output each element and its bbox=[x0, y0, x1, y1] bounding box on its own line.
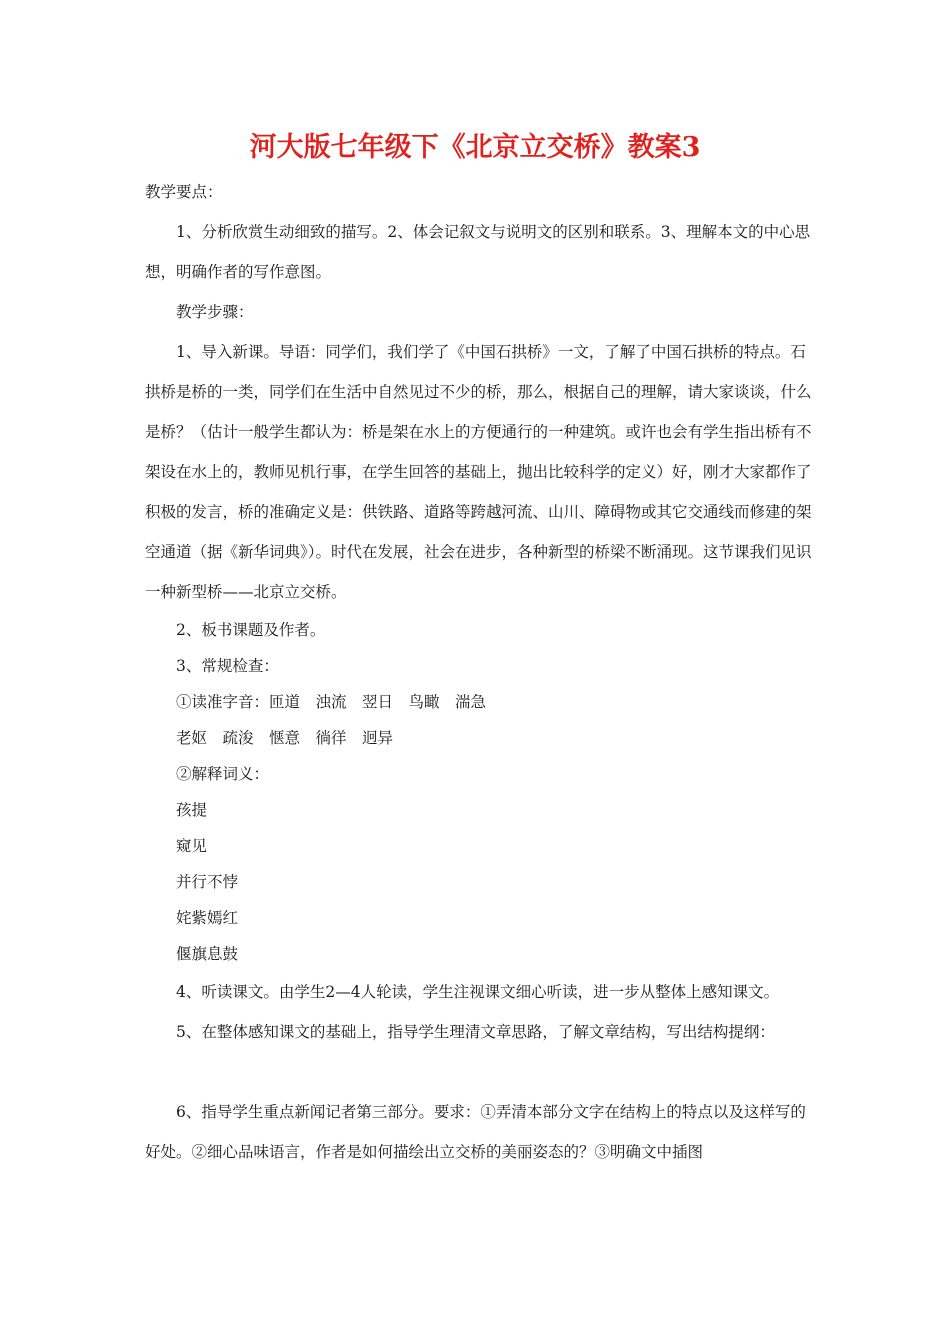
vocab-word: 孩提 bbox=[176, 801, 208, 819]
step-6-paragraph: 6、指导学生重点新闻记者第三部分。要求：①弄清本部分文字在结构上的特点以及这样写的好处。②细心品味语言，作者是如何描绘出立交桥的美丽姿态的？③明确文中插图 bbox=[145, 1103, 806, 1161]
steps-label: 教学步骤： bbox=[176, 303, 254, 321]
explain-words-label: ②解释词义： bbox=[176, 765, 270, 783]
document-title: 河大版七年级下《北京立交桥》教案3 bbox=[249, 132, 701, 163]
vocab-word: 姹紫嫣红 bbox=[176, 909, 239, 927]
vocab-word: 并行不悖 bbox=[176, 873, 239, 891]
teaching-points-paragraph: 1、分析欣赏生动细致的描写。2、体会记叙文与说明文的区别和联系。3、理解本文的中心思想，明确作者的写作意图。 bbox=[145, 223, 811, 281]
step-5-paragraph: 5、在整体感知课文的基础上，指导学生理清文章思路，了解文章结构，写出结构提纲： bbox=[176, 1023, 775, 1041]
vocab-word: 偃旗息鼓 bbox=[176, 945, 239, 963]
step-2-paragraph: 2、板书课题及作者。 bbox=[176, 621, 326, 639]
step-3-paragraph: 3、常规检查： bbox=[176, 657, 279, 675]
pronunciation-line-1: ①读准字音：匝道 浊流 翌日 鸟瞰 湍急 bbox=[176, 693, 487, 711]
blank-space bbox=[145, 1052, 815, 1092]
step-4-paragraph: 4、听读课文。由学生2—4人轮读，学生注视课文细心听读，进一步从整体上感知课文。 bbox=[176, 983, 780, 1001]
step-1-paragraph: 1、导入新课。导语：同学们，我们学了《中国石拱桥》一文，了解了中国石拱桥的特点。石拱桥是桥的一类，同学们在生活中自然见过不少的桥，那么，根据自己的理解，请大家谈谈，什么是桥？（估计一般学生都认为：桥是架在水上的方便通行的一种建筑。或许也会有学生指出桥有不架设在水上的，教师见机行事，在学生回答的基础上，抛出比较科学的定义）好，刚才大家都作了积极的发言，桥的准确定义是：供铁路、道路等跨越河流、山川、障碍物或其它交通线而修建的架空通道（据《新华词典》）。时代在发展，社会在进步，各种新型的桥梁不断涌现。这节课我们见识一种新型桥——北京立交桥。 bbox=[145, 343, 812, 601]
pronunciation-line-2: 老妪 疏浚 惬意 徜徉 迥异 bbox=[176, 729, 394, 747]
document-body bbox=[145, 172, 815, 1172]
vocab-word: 窥见 bbox=[176, 837, 208, 855]
section-label: 教学要点： bbox=[145, 183, 223, 201]
